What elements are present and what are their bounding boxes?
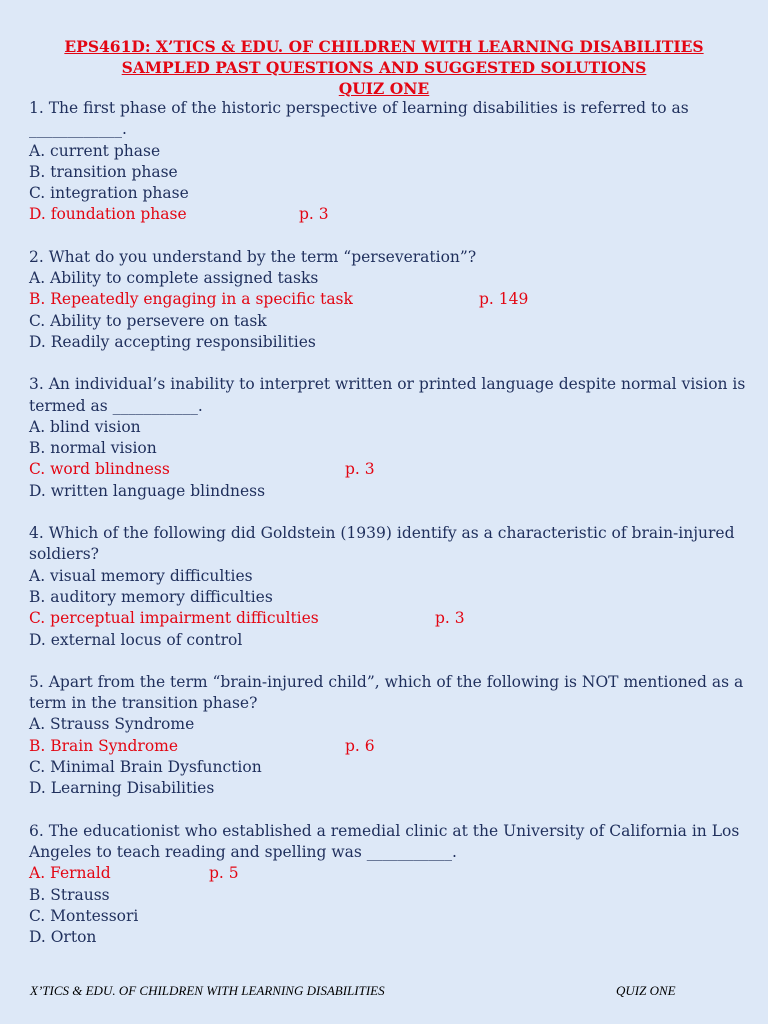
answer-option bbox=[29, 714, 754, 735]
question-4 bbox=[29, 523, 754, 651]
answer-option bbox=[29, 778, 754, 799]
answer-option bbox=[29, 332, 754, 353]
option-label: C. word blindness bbox=[29, 460, 170, 479]
option-label: D. foundation phase bbox=[29, 205, 187, 224]
question-text: 6. The educationist who established a remedial clinic at the University of California in Los Angeles to teach reading and spelling was ___________. bbox=[29, 821, 740, 861]
option-label: C. integration phase bbox=[29, 184, 189, 203]
page-reference: p. 6 bbox=[345, 736, 375, 755]
footer-quiz-label: QUIZ ONE bbox=[616, 983, 676, 998]
correct-answer-option bbox=[29, 863, 754, 884]
answer-option bbox=[29, 481, 754, 502]
page-reference: p. 3 bbox=[435, 609, 465, 628]
option-label: D. Orton bbox=[29, 928, 97, 947]
option-label: C. Montessori bbox=[29, 906, 139, 925]
option-label: A. Fernald bbox=[29, 864, 111, 883]
answer-option bbox=[29, 162, 754, 183]
answer-option bbox=[29, 927, 754, 948]
page-footer bbox=[30, 983, 730, 999]
option-label: B. Repeatedly engaging in a specific task bbox=[29, 290, 353, 309]
option-label: B. auditory memory difficulties bbox=[29, 587, 273, 606]
option-label: B. Brain Syndrome bbox=[29, 736, 179, 755]
answer-option bbox=[29, 906, 754, 927]
answer-option bbox=[29, 885, 754, 906]
question-text: 2. What do you understand by the term “perseveration”? bbox=[29, 247, 477, 266]
question-text: 4. Which of the following did Goldstein (1939) identify as a characteristic of brain-injured soldiers? bbox=[29, 524, 735, 564]
correct-answer-option bbox=[29, 289, 754, 310]
page-reference: p. 5 bbox=[209, 864, 239, 883]
answer-option bbox=[29, 587, 754, 608]
answer-option bbox=[29, 311, 754, 332]
answer-option bbox=[29, 268, 754, 289]
option-label: A. blind vision bbox=[29, 417, 141, 436]
option-label: C. Ability to persevere on task bbox=[29, 311, 267, 330]
answer-option bbox=[29, 141, 754, 162]
option-label: B. transition phase bbox=[29, 162, 178, 181]
question-text: 5. Apart from the term “brain-injured child”, which of the following is NOT mentioned as a term in the transition phase? bbox=[29, 672, 744, 713]
document-subtitle: SAMPLED PAST QUESTIONS AND SUGGESTED SOLUTIONS bbox=[121, 58, 647, 77]
option-label: D. external locus of control bbox=[29, 630, 243, 649]
question-2 bbox=[29, 247, 754, 353]
question-text: 3. An individual’s inability to interpret written or printed language despite normal vision is termed as ___________. bbox=[29, 375, 746, 415]
option-label: C. Minimal Brain Dysfunction bbox=[29, 758, 262, 777]
option-label: D. Readily accepting responsibilities bbox=[29, 332, 316, 351]
footer-course-title: X’TICS & EDU. OF CHILDREN WITH LEARNING DISABILITIES bbox=[30, 983, 385, 998]
option-label: A. Ability to complete assigned tasks bbox=[29, 269, 319, 288]
answer-option bbox=[29, 566, 754, 587]
page-reference: p. 3 bbox=[345, 460, 375, 479]
option-label: A. visual memory difficulties bbox=[29, 566, 253, 585]
option-label: A. Strauss Syndrome bbox=[29, 715, 195, 734]
option-label: B. normal vision bbox=[29, 439, 157, 458]
page-reference: p. 149 bbox=[479, 290, 529, 309]
option-label: C. perceptual impairment difficulties bbox=[29, 609, 319, 628]
question-6 bbox=[29, 821, 754, 949]
answer-option bbox=[29, 417, 754, 438]
course-title: EPS461D: X’TICS & EDU. OF CHILDREN WITH LEARNING DISABILITIES bbox=[64, 37, 704, 56]
quiz-title: QUIZ ONE bbox=[338, 79, 430, 98]
document-header bbox=[0, 36, 768, 99]
answer-option bbox=[29, 757, 754, 778]
correct-answer-option bbox=[29, 459, 754, 480]
question-5 bbox=[29, 672, 754, 800]
correct-answer-option bbox=[29, 608, 754, 629]
page-reference: p. 3 bbox=[299, 205, 329, 224]
option-label: A. current phase bbox=[29, 141, 161, 160]
correct-answer-option bbox=[29, 204, 754, 225]
option-label: B. Strauss bbox=[29, 885, 110, 904]
question-3 bbox=[29, 374, 754, 502]
answer-option bbox=[29, 183, 754, 204]
correct-answer-option bbox=[29, 736, 754, 757]
answer-option bbox=[29, 438, 754, 459]
question-text: 1. The first phase of the historic perspective of learning disabilities is referred to as ____________. bbox=[29, 99, 689, 139]
question-1 bbox=[29, 98, 754, 226]
questions-list bbox=[29, 98, 754, 969]
answer-option bbox=[29, 630, 754, 651]
option-label: D. written language blindness bbox=[29, 481, 266, 500]
option-label: D. Learning Disabilities bbox=[29, 779, 215, 798]
